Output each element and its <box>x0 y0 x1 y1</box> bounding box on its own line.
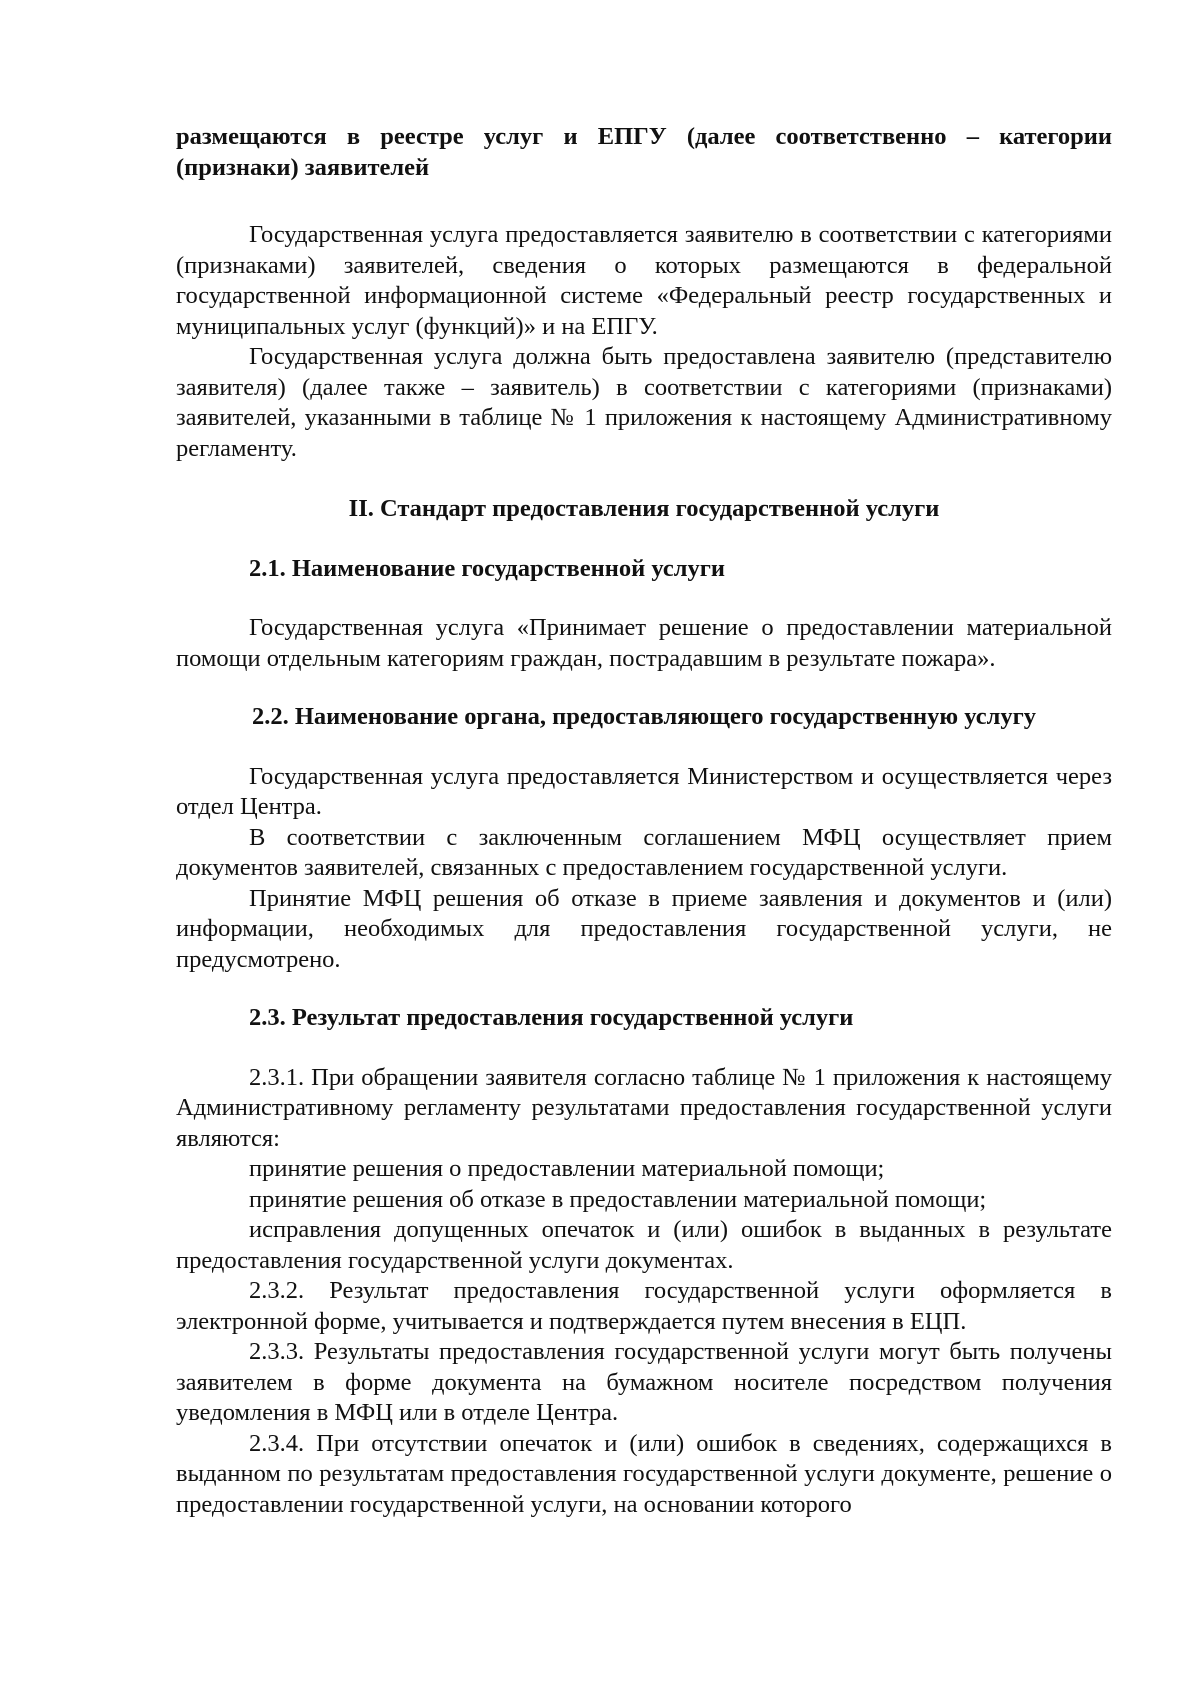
clause-2-3-4: 2.3.4. При отсутствии опечаток и (или) ошибок в сведениях, содержащихся в выданном по результатам предоставления государственной услуги документе, решение о предоставлении государственной услуги, на основании которого <box>176 1429 1112 1518</box>
clause-2-3-1: 2.3.1. При обращении заявителя согласно таблице № 1 приложения к настоящему Административному регламенту результатами предоставления государственной услуги являются: <box>176 1063 1112 1152</box>
clause-2-3-2: 2.3.2. Результат предоставления государственной услуги оформляется в электронной форме, учитывается и подтверждается путем внесения в ЕЦП. <box>176 1277 1112 1335</box>
spacer <box>176 674 1112 702</box>
intro-heading: размещаются в реестре услуг и ЕПГУ (далее соответственно – категории (признаки) заявителей <box>176 123 1112 181</box>
subsection-2-1-title: 2.1. Наименование государственной услуги <box>249 554 725 582</box>
subsection-2-2-paragraph-1: Государственная услуга предоставляется Министерством и осуществляется через отдел Центра. <box>176 762 1112 820</box>
document-body <box>176 122 1112 1520</box>
subsection-2-2-paragraph-3: Принятие МФЦ решения об отказе в приеме заявления и документов и (или) информации, необходимых для предоставления государственной услуги, не предусмотрено. <box>176 884 1112 973</box>
list-item: принятие решения о предоставлении материальной помощи; <box>249 1155 885 1182</box>
spacer <box>176 975 1112 1003</box>
subsection-2-2-title: 2.2. Наименование органа, предоставляющего государственную услугу <box>251 703 1037 730</box>
intro-paragraph-1: Государственная услуга предоставляется заявителю в соответствии с категориями (признаками) заявителей, сведения о которых размещаются в федеральной государственной информационной системе «Федеральный реестр государственных и муниципальных услуг (функций)» и на ЕПГУ. <box>176 221 1112 340</box>
clause-2-3-3: 2.3.3. Результаты предоставления государственной услуги могут быть получены заявителем в форме документа на бумажном носителе посредством получения уведомления в МФЦ или в отделе Центра. <box>176 1338 1112 1426</box>
subsection-2-3-title: 2.3. Результат предоставления государственной услуги <box>249 1004 854 1031</box>
intro-paragraph-2: Государственная услуга должна быть предоставлена заявителю (представителю заявителя) (далее также – заявитель) в соответствии с категориями (признаками) заявителей, указанными в таблице № 1 приложения к настоящему Административному регламенту. <box>176 343 1112 462</box>
subsection-2-1-paragraph: Государственная услуга «Принимает решение о предоставлении материальной помощи отдельным категориям граждан, пострадавшим в результате пожара». <box>176 614 1112 672</box>
section-title: II. Стандарт предоставления государственной услуги <box>348 495 940 522</box>
list-item: принятие решения об отказе в предоставлении материальной помощи; <box>249 1185 987 1213</box>
subsection-2-2-paragraph-2: В соответствии с заключенным соглашением МФЦ осуществляет прием документов заявителей, связанных с предоставлением государственной услуги. <box>176 823 1112 881</box>
list-item: исправления допущенных опечаток и (или) ошибок в выданных в результате предоставления государственной услуги документах. <box>176 1216 1112 1274</box>
